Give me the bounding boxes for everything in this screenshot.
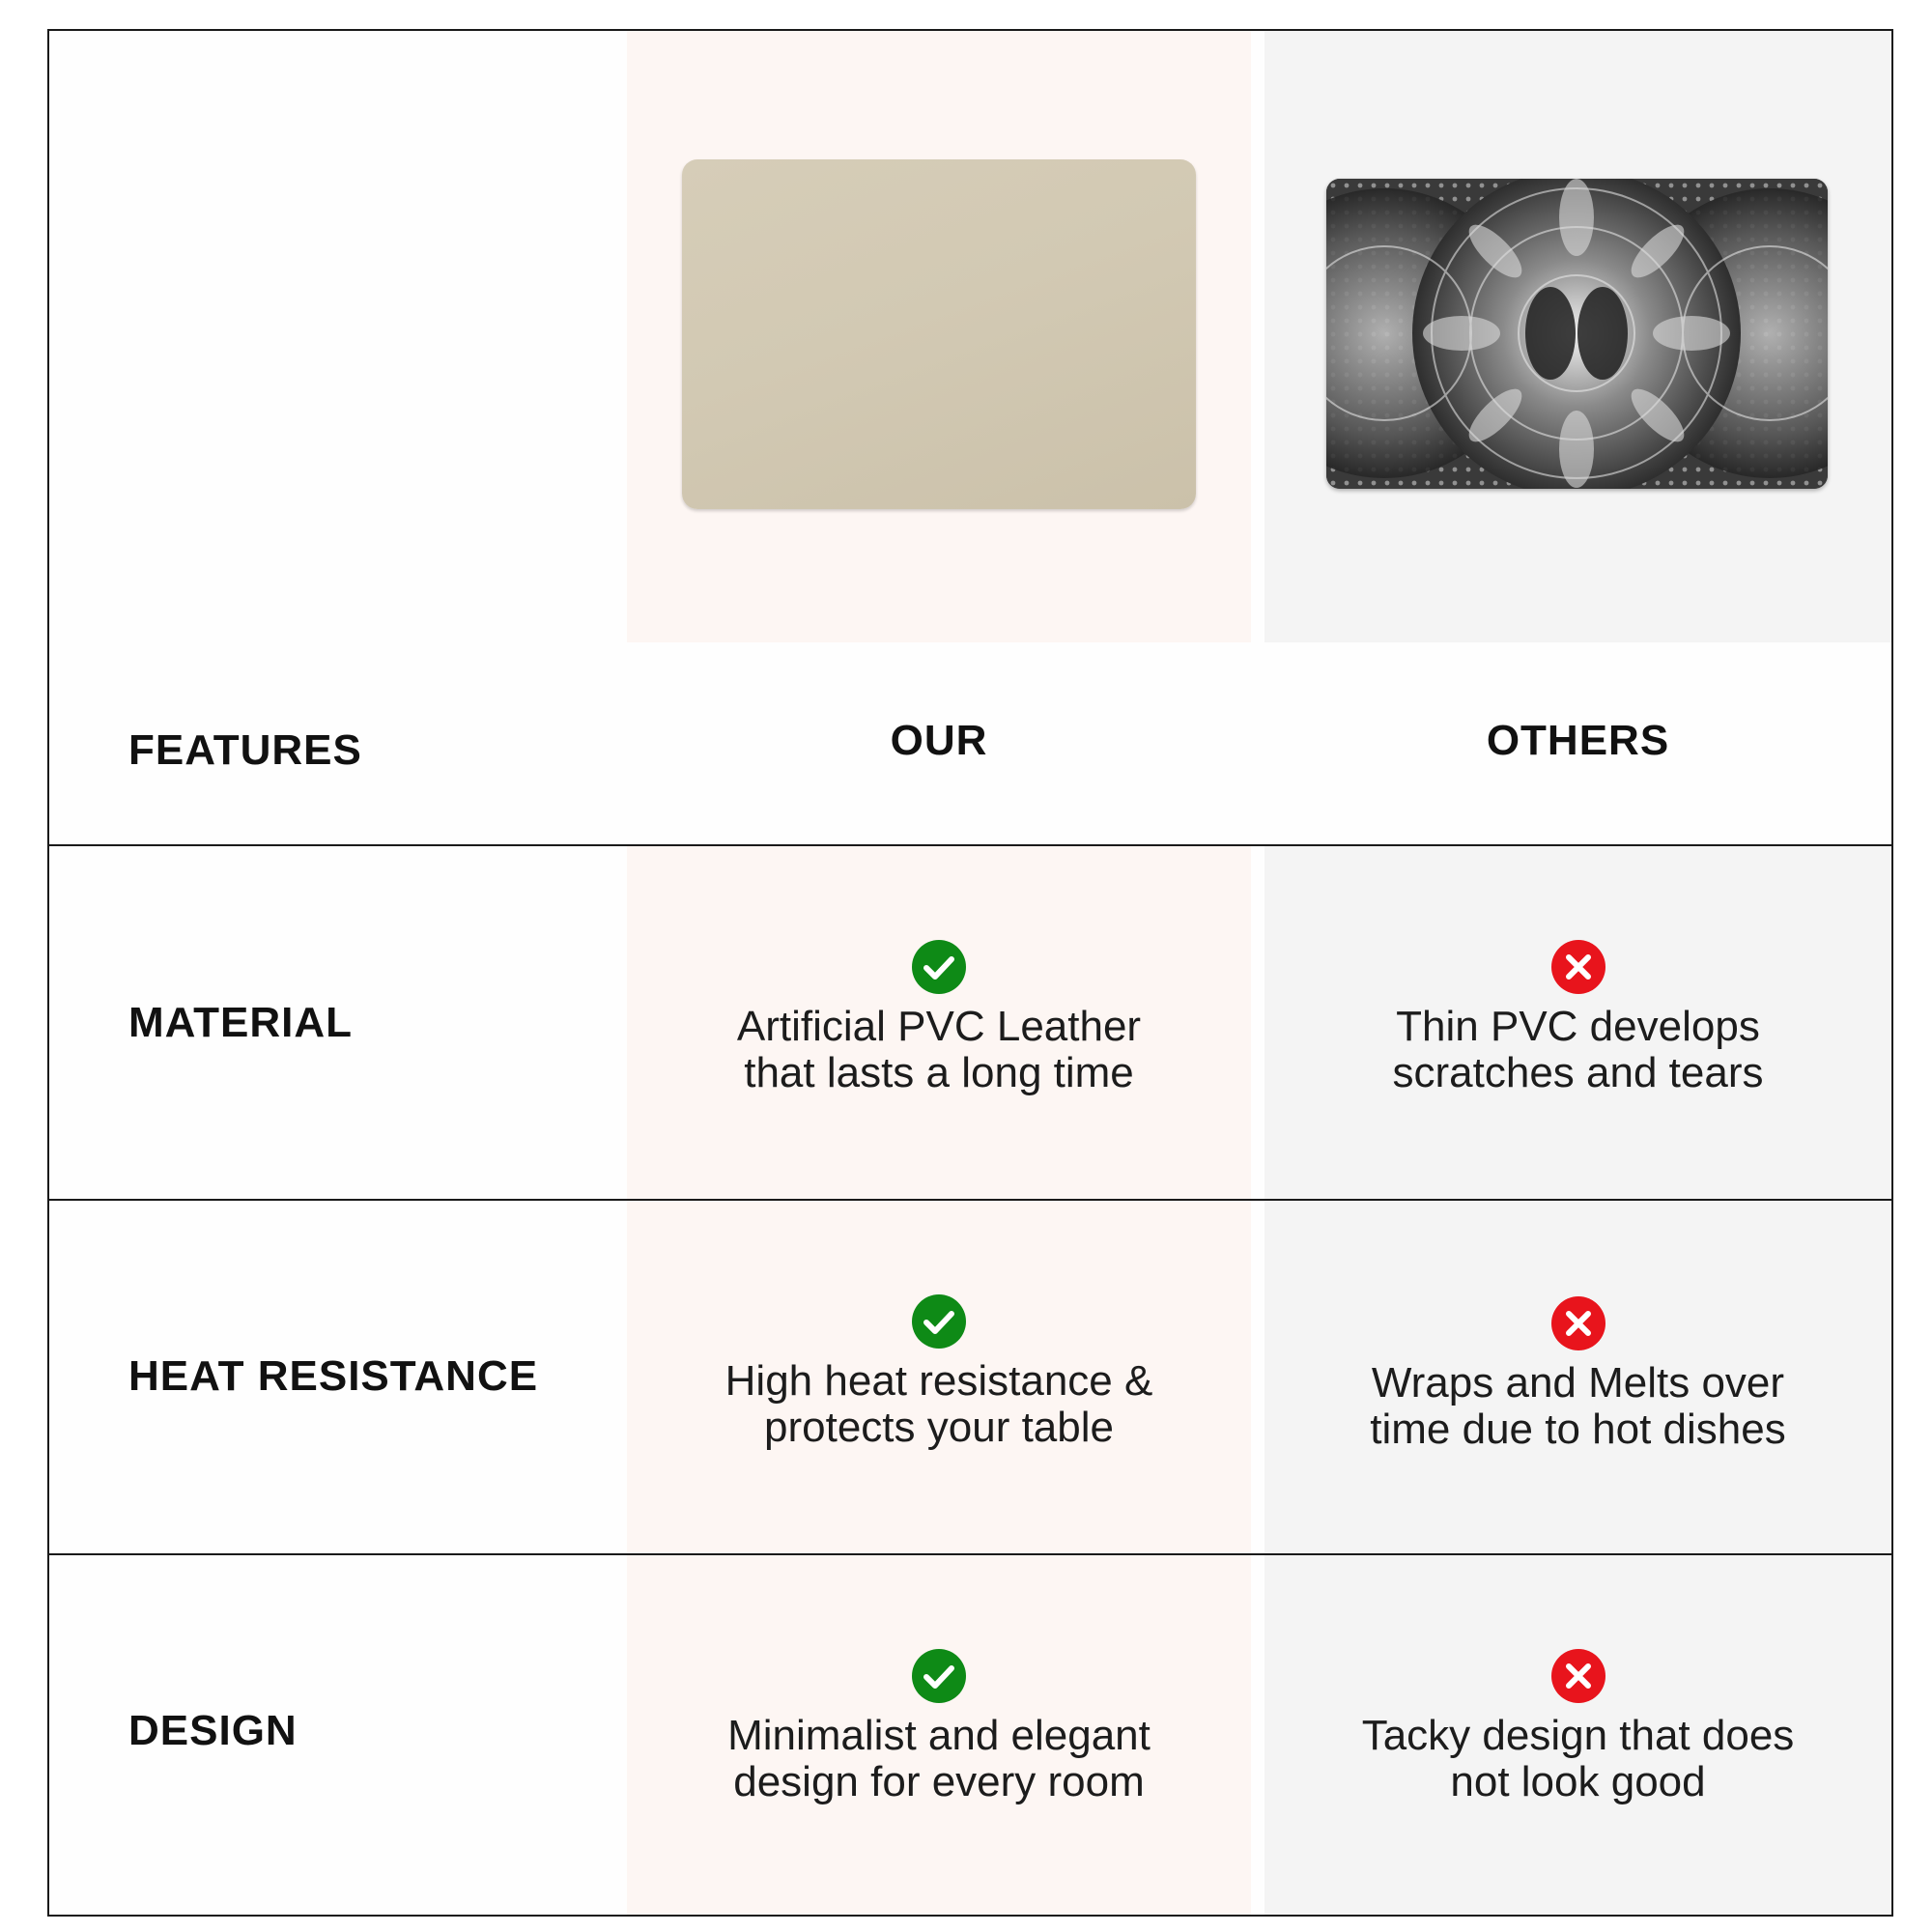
others-material-text-2: scratches and tears [1392, 1049, 1764, 1096]
our-material-cell [627, 940, 1251, 1096]
our-material-text-1: Artificial PVC Leather [736, 1003, 1142, 1050]
row-divider [47, 844, 1893, 846]
our-heat-cell [627, 1294, 1251, 1451]
features-header: FEATURES [128, 726, 362, 774]
others-placemat-image [1326, 179, 1828, 489]
check-circle-icon [912, 940, 966, 994]
others-heat-text-1: Wraps and Melts over [1371, 1359, 1785, 1406]
others-material-cell [1264, 940, 1891, 1096]
our-design-text-1: Minimalist and elegant [727, 1712, 1151, 1759]
check-circle-icon [912, 1649, 966, 1703]
our-column-header: OUR [890, 717, 988, 764]
row-divider [47, 1199, 1893, 1201]
cross-circle-icon [1551, 1296, 1605, 1350]
others-design-text-1: Tacky design that does [1361, 1712, 1795, 1759]
cross-circle-icon [1551, 1649, 1605, 1703]
others-heat-cell [1264, 1296, 1891, 1453]
others-design-cell [1264, 1649, 1891, 1805]
others-design-text-2: not look good [1450, 1758, 1706, 1805]
others-heat-text-2: time due to hot dishes [1370, 1406, 1786, 1453]
our-design-cell [627, 1649, 1251, 1805]
our-heat-text-2: protects your table [764, 1404, 1114, 1451]
our-design-text-2: design for every room [733, 1758, 1145, 1805]
our-heat-text-1: High heat resistance & [724, 1357, 1153, 1405]
fractal-pattern-graphic [1326, 179, 1828, 489]
cross-circle-icon [1551, 940, 1605, 994]
feature-heat-resistance: HEAT RESISTANCE [128, 1352, 539, 1400]
feature-material: MATERIAL [128, 999, 354, 1046]
row-divider [47, 1553, 1893, 1555]
our-placemat-image [682, 159, 1196, 509]
check-circle-icon [912, 1294, 966, 1349]
others-material-text-1: Thin PVC develops [1396, 1003, 1760, 1050]
feature-design: DESIGN [128, 1707, 298, 1754]
our-material-text-2: that lasts a long time [744, 1049, 1134, 1096]
others-column-header: OTHERS [1486, 717, 1670, 764]
